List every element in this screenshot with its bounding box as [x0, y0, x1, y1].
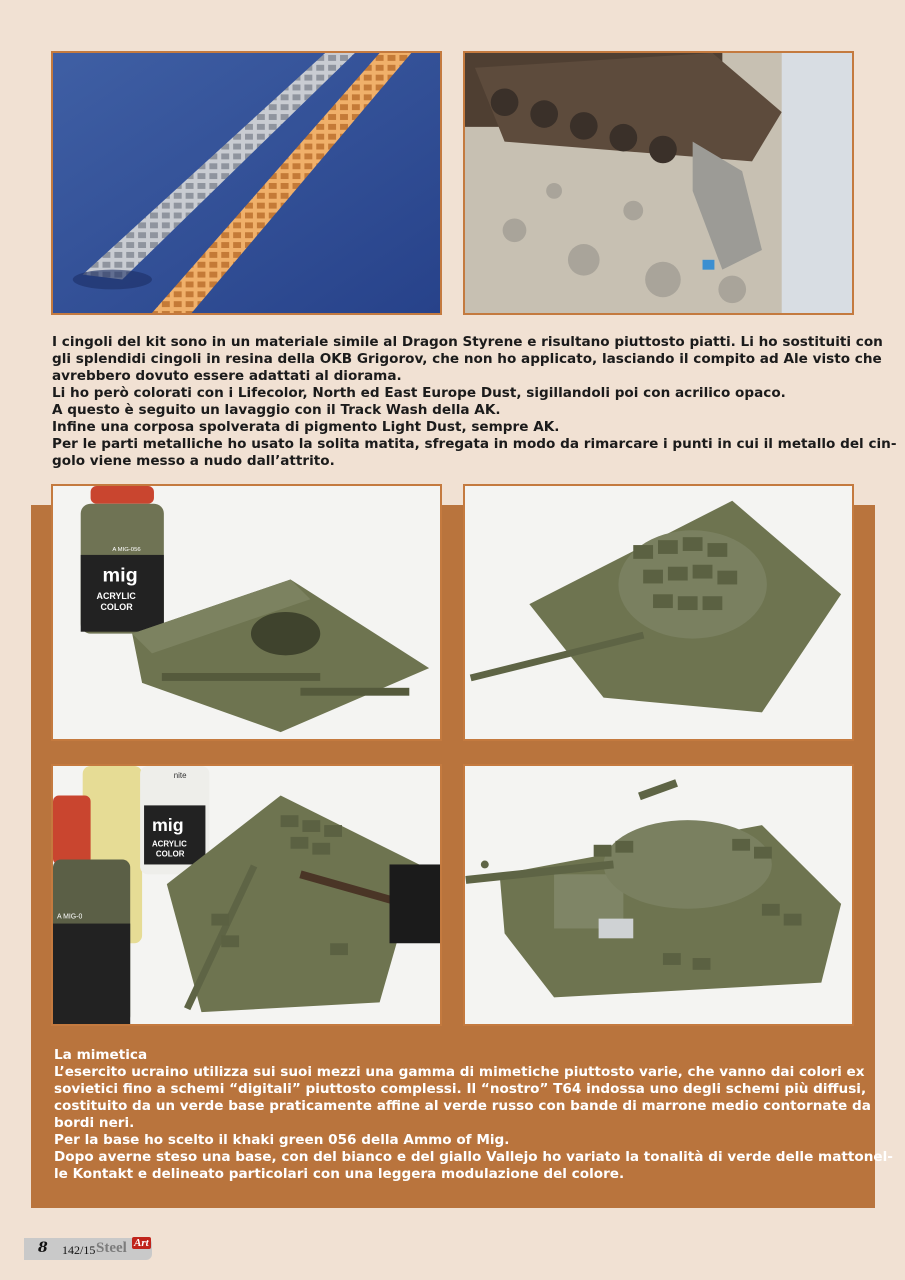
camouflage-line: le Kontakt e delineato particolari con una leggera modulazione del colore. — [54, 1166, 625, 1182]
intro-paragraph — [52, 334, 896, 470]
photo-paint-bottle-and-hull — [51, 484, 442, 741]
bottle3-code: A MIG-0 — [56, 913, 83, 921]
intro-line: A questo è seguito un lavaggio con il Track Wash della AK. — [52, 402, 501, 418]
bottle2-line-1: ACRYLIC — [151, 839, 187, 849]
bottle2-line-2: COLOR — [155, 849, 185, 859]
intro-line: gli splendidi cingoli in resina della OKB Grigorov, che non ho applicato, lasciando il compito ad Ale visto che — [52, 351, 882, 367]
intro-line: I cingoli del kit sono in un materiale simile al Dragon Styrene e risultano piuttosto piatti. Li ho sostituiti con — [52, 334, 883, 350]
bottle-line-1: ACRYLIC — [96, 591, 136, 602]
photo-tank-three-quarter-view — [463, 764, 854, 1026]
camouflage-line: L’esercito ucraino utilizza sui suoi mezzi una gamma di mimetiche piuttosto varie, che vanno dai colori ex — [54, 1064, 865, 1080]
bottle2-brand: mig — [151, 815, 184, 835]
bottle-brand: mig — [102, 564, 138, 587]
bottle-code: A MIG-056 — [112, 546, 141, 553]
intro-line: Per le parti metalliche ho usato la solita matita, sfregata in modo da rimarcare i punti in cui il metallo del cin- — [52, 436, 897, 452]
magazine-logo-art: Art — [134, 1237, 149, 1249]
camouflage-line: sovietici fino a schemi “digitali” piuttosto complessi. Il “nostro” T64 indossa uno degli schemi più diffusi, — [54, 1081, 867, 1097]
camouflage-line: Per la base ho scelto il khaki green 056 della Ammo of Mig. — [54, 1132, 510, 1148]
photo-tracks-on-blue — [51, 51, 442, 315]
issue-number: 142/15 — [62, 1243, 96, 1257]
camouflage-line: bordi neri. — [54, 1115, 135, 1131]
bottle-line-2: COLOR — [100, 602, 133, 613]
camouflage-section — [54, 1047, 893, 1183]
intro-line: Li ho però colorati con i Lifecolor, North ed East Europe Dust, sigillandoli poi con acrilico opaco. — [52, 385, 786, 401]
photo-tank-diorama-rubble — [463, 51, 854, 315]
intro-line: avrebbero dovuto essere adattati al diorama. — [52, 368, 402, 384]
intro-line: Infine una corposa spolverata di pigmento Light Dust, sempre AK. — [52, 419, 560, 435]
bottle2-cap-text: nite — [173, 770, 187, 780]
section-heading: La mimetica — [54, 1047, 148, 1063]
photo-painting-with-brush — [51, 764, 442, 1026]
magazine-logo-steel: Steel — [96, 1240, 127, 1256]
photo-tank-turret-top — [463, 484, 854, 741]
intro-line: golo viene messo a nudo dall’attrito. — [52, 453, 335, 469]
page-number: 8 — [38, 1240, 48, 1256]
camouflage-line: costituito da un verde base praticamente affine al verde russo con bande di marrone medio contornate da — [54, 1098, 871, 1114]
camouflage-line: Dopo averne steso una base, con del bianco e del giallo Vallejo ho variato la tonalità di verde delle mattonel- — [54, 1149, 893, 1165]
